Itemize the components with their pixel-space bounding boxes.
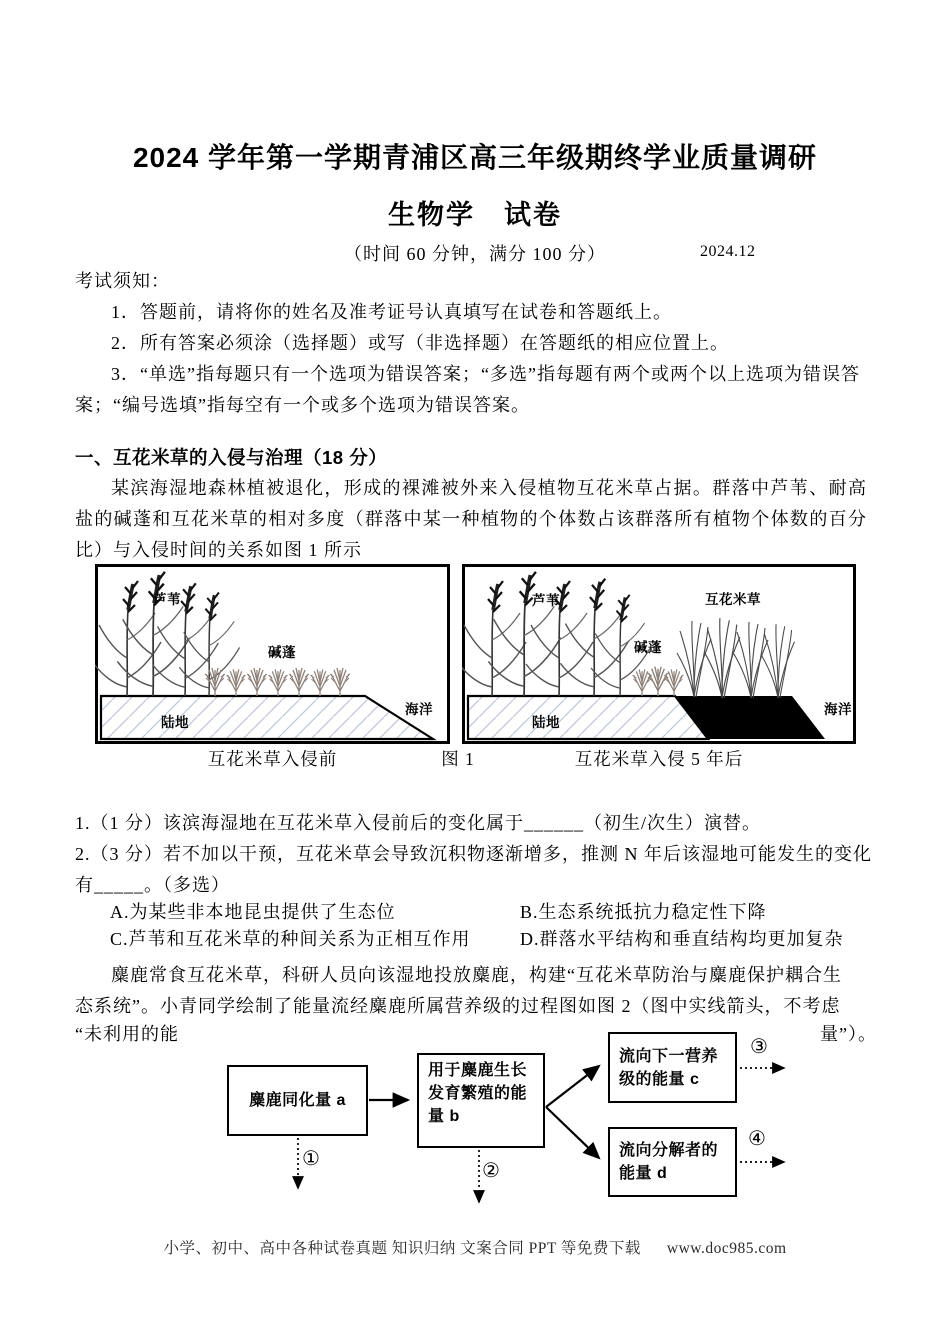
passage-2-line2: 态系统”。小青同学绘制了能量流经麋鹿所属营养级的过程图如图 2（图中实线箭头，不考虑 [75, 996, 841, 1016]
subject-subtitle: 生物学 试卷 [388, 200, 562, 230]
notice-item-1: 1．答题前，请将你的姓名及准考证号认真填写在试卷和答题纸上。 [111, 302, 672, 322]
footer-text: 小学、初中、高中各种试卷真题 知识归纳 文案合同 PPT 等免费下载 [163, 1240, 641, 1257]
site-footer [0, 1236, 950, 1258]
passage-2 [75, 960, 867, 1022]
land-area [468, 696, 708, 739]
label-sea: 海洋 [824, 702, 852, 717]
question-1: 1.（1 分）该滨海湿地在互花米草入侵前后的变化属于______（初生/次生）演替。 [75, 813, 761, 833]
circled-number-2: ② [482, 1160, 500, 1182]
flowchart-box-decomposers: 流向分解者的能量 d [608, 1127, 737, 1197]
passage-2-line3-end: 量”）。 [820, 1024, 877, 1044]
option-d: D.群落水平结构和垂直结构均更加复杂 [520, 929, 844, 949]
notice-item-2: 2．所有答案必须涂（选择题）或写（非选择题）在答题纸的相应位置上。 [111, 333, 729, 353]
label-reed: 芦苇 [532, 593, 560, 608]
caption-before: 互花米草入侵前 [207, 749, 338, 769]
figure1-panel-before [95, 564, 450, 744]
figure-1-label: 图 1 [441, 749, 475, 769]
circled-number-3: ③ [750, 1036, 768, 1058]
label-suaeda: 碱蓬 [634, 640, 662, 655]
circled-number-1: ① [302, 1148, 320, 1170]
question-2-continued: 有_____。（多选） [75, 875, 230, 895]
section-1-heading: 一、互花米草的入侵与治理（18 分） [75, 447, 388, 468]
label-sea: 海洋 [405, 702, 433, 717]
flowchart-box-assimilation: 麋鹿同化量 a [227, 1065, 368, 1136]
label-spartina: 互花米草 [705, 592, 761, 607]
option-b: B.生态系统抵抗力稳定性下降 [520, 902, 767, 922]
section-1-intro: 某滨海湿地森林植被退化，形成的裸滩被外来入侵植物互花米草占据。群落中芦苇、耐高盐的碱蓬和互花米草的相对多度（群落中某一种植物的个体数占该群落所有植物个体数的百分比）与入侵时间的关系如图 1 所示 [75, 478, 867, 560]
page-title: 2024 学年第一学期青浦区高三年级期终学业质量调研 [132, 142, 818, 173]
arrow-b-to-d [546, 1107, 599, 1158]
figure-2-flowchart [0, 1018, 950, 1223]
figure1-panel-after [462, 564, 856, 744]
question-2-options [110, 899, 900, 953]
footer-url: www.doc985.com [666, 1240, 787, 1257]
exam-date: 2024.12 [700, 243, 756, 260]
label-land: 陆地 [532, 715, 560, 730]
label-suaeda: 碱蓬 [268, 645, 296, 660]
option-c: C.芦苇和互花米草的种间关系为正相互作用 [110, 929, 471, 949]
time-score-info: （时间 60 分钟，满分 100 分） [344, 244, 606, 264]
flowchart-box-next-trophic: 流向下一营养级的能量 c [608, 1032, 737, 1103]
notice-heading: 考试须知： [75, 271, 170, 291]
label-reed: 芦苇 [153, 592, 181, 607]
notice-item-3: 3．“单选”指每题只有一个选项为错误答案；“多选”指每题有两个或两个以上选项为错误答案；“编号选填”指每空有一个或多个选项为错误答案。 [75, 364, 860, 415]
arrow-b-to-c [546, 1066, 599, 1107]
label-land: 陆地 [161, 715, 189, 730]
passage-2-line1: 麋鹿常食互花米草，科研人员向该湿地投放麋鹿，构建“互花米草防治与麋鹿保护耦合生 [111, 965, 842, 985]
exam-notice [75, 266, 867, 421]
passage-2-line3: “未利用的能 [75, 1024, 179, 1044]
figure-1 [0, 562, 950, 774]
circled-number-4: ④ [748, 1128, 766, 1150]
caption-after: 互花米草入侵 5 年后 [574, 749, 744, 769]
flowchart-box-growth: 用于麋鹿生长发育繁殖的能量 b [417, 1053, 545, 1148]
question-2: 2.（3 分）若不加以干预，互花米草会导致沉积物逐渐增多，推测 N 年后该湿地可能发生的变化 [75, 844, 872, 864]
option-a: A.为某些非本地昆虫提供了生态位 [110, 902, 396, 922]
